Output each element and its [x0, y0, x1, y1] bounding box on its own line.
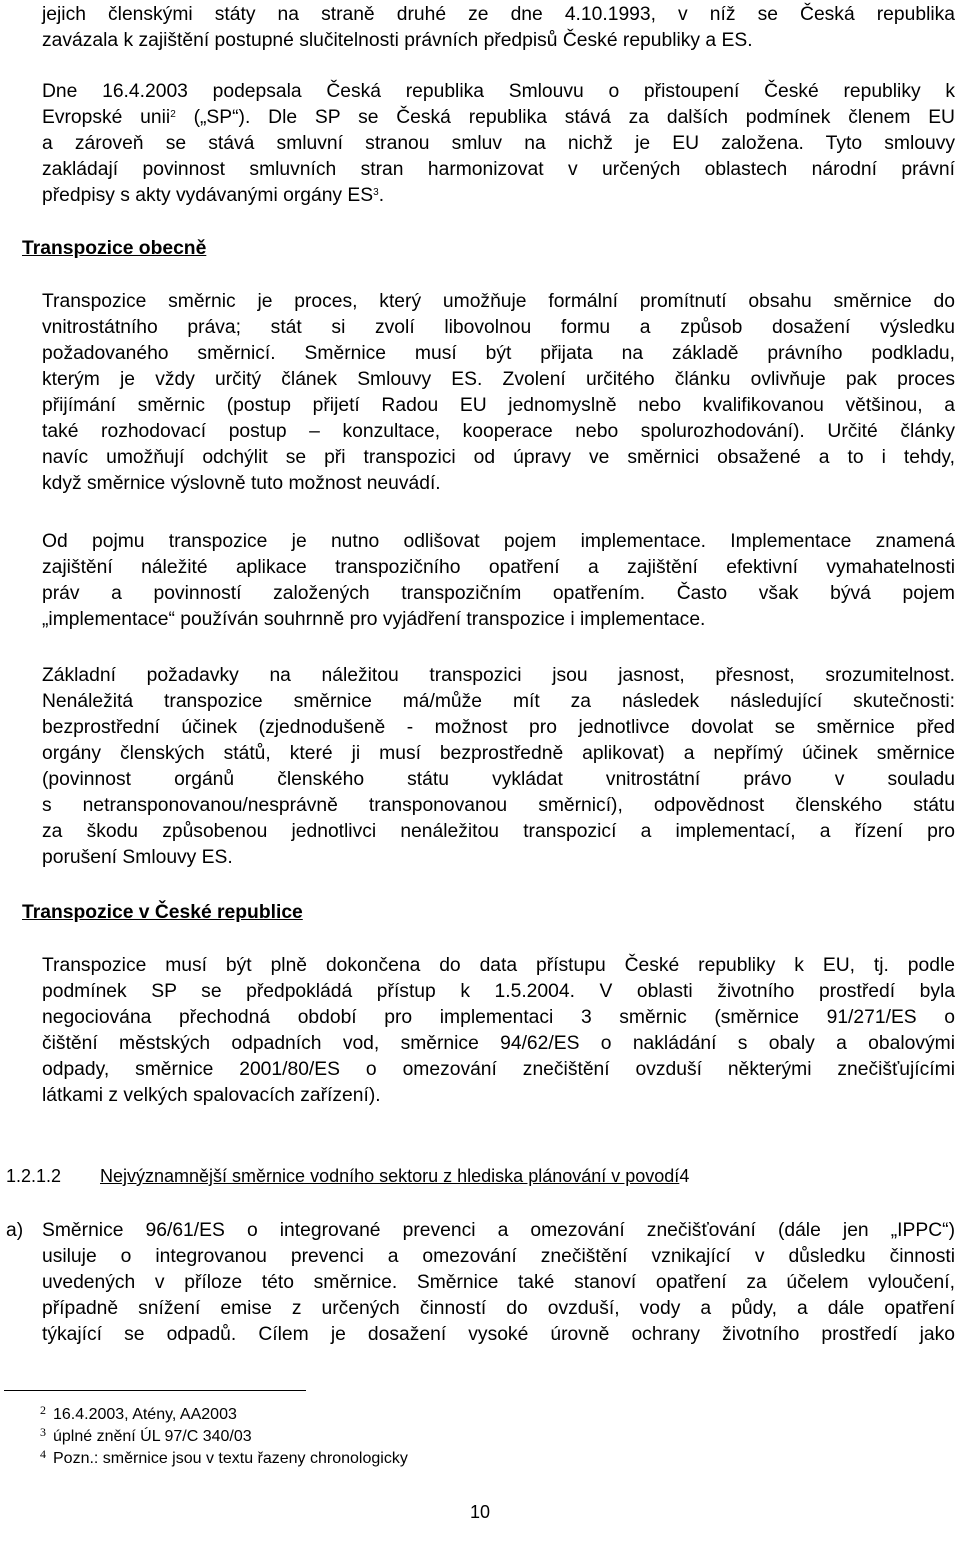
- footnote-number: 2: [40, 1403, 46, 1417]
- body-text-line: bezprostřední účinek (zjednodušeně - možnost pro jednotlivce dovolat se směrnice před: [42, 717, 955, 738]
- body-text-line: uvedených v příloze této směrnice. Směrnice také stanoví opatření za účelem vyloučení,: [42, 1272, 955, 1293]
- footnote-ref: 3: [373, 187, 379, 198]
- footnote-ref: 2: [170, 109, 176, 120]
- body-text-line: orgány členských států, které ji musí bezprostředně aplikovat) a nepřímý účinek směrnice: [42, 743, 955, 764]
- footnote-number: 3: [40, 1425, 46, 1439]
- footnote-text: 16.4.2003, Atény, AA2003: [53, 1406, 237, 1423]
- body-text-line: navíc umožňují odchýlit se při transpozici od úpravy ve směrnici obsažené a to i tehdy,: [42, 447, 955, 468]
- body-text-line: podmínek SP se předpokládá přístup k 1.5.2004. V oblasti životního prostředí byla: [42, 981, 955, 1002]
- body-text-line: (povinnost orgánů členského státu vykládat vnitrostátní právo v souladu: [42, 769, 955, 790]
- text-span: Evropské unii: [42, 107, 171, 128]
- text-span: .: [378, 185, 385, 206]
- footnote-text: úplné znění ÚL 97/C 340/03: [53, 1428, 252, 1445]
- body-text-line: práv a povinností založených transpozičním opatřením. Často však bývá pojem: [42, 583, 955, 604]
- body-text-line: Transpozice musí být plně dokončena do data přístupu České republiky k EU, tj. podle: [42, 955, 955, 976]
- body-text-line: Transpozice směrnic je proces, který umožňuje formální promítnutí obsahu směrnice do: [42, 291, 955, 312]
- body-text-line: [42, 106, 955, 130]
- body-text-line: „implementace“ používán souhrnně pro vyjádření transpozice i implementace.: [42, 609, 706, 630]
- body-text-line: odpady, směrnice 2001/80/ES o omezování znečištění ovzduší některými znečišťujícími: [42, 1059, 955, 1080]
- list-item-label: a): [6, 1220, 24, 1241]
- body-text-line: zakládají povinnost smluvních stran harmonizovat v určených oblastech národní právní: [42, 159, 955, 180]
- body-text-line: za škodu způsobenou jednotlivci nenáležitou transpozicí a implementací, a řízení pro: [42, 821, 955, 842]
- body-text-line: látkami z velkých spalovacích zařízení).: [42, 1085, 381, 1106]
- body-text-line: a zároveň se stává smluvní stranou smluv na nichž je EU založena. Tyto smlouvy: [42, 133, 955, 154]
- body-text-line: Od pojmu transpozice je nutno odlišovat pojem implementace. Implementace znamená: [42, 531, 955, 552]
- body-text-line: Nenáležitá transpozice směrnice má/může mít za následek následující skutečnosti:: [42, 691, 955, 712]
- body-text-line: usiluje o integrovanou prevenci a omezování znečištění vznikající v důsledku činnosti: [42, 1246, 955, 1267]
- body-text-line: negociována přechodná období pro implementaci 3 směrnic (směrnice 91/271/ES o: [42, 1007, 955, 1028]
- page-number: 10: [469, 1502, 491, 1522]
- body-text-line: zavázala k zajištění postupné slučitelnosti právních předpisů České republiky a ES.: [42, 30, 753, 51]
- body-text-line: případně snížení emise z určených činností do ovzduší, vody a půdy, a dále opatření: [42, 1298, 955, 1319]
- body-text-line: s netransponovanou/nesprávně transponovanou směrnicí), odpovědnost členského státu: [42, 795, 955, 816]
- body-text-line: když směrnice výslovně tuto možnost neuvádí.: [42, 473, 441, 494]
- body-text-line: porušení Smlouvy ES.: [42, 847, 233, 868]
- footnote-ref: 4: [679, 1166, 690, 1186]
- body-text-line: Směrnice 96/61/ES o integrované prevenci a omezování znečišťování (dále jen „IPPC“): [42, 1220, 955, 1241]
- footnote-separator: [4, 1390, 306, 1391]
- body-text-line: jejich členskými státy na straně druhé ze dne 4.10.1993, v níž se Česká republika: [42, 4, 955, 25]
- body-text-line: týkající se odpadů. Cílem je dosažení vysoké úrovně ochrany životního prostředí jako: [42, 1324, 955, 1345]
- body-text-line: [42, 184, 384, 208]
- footnote-number: 4: [40, 1447, 46, 1461]
- section-number: 1.2.1.2: [6, 1166, 62, 1186]
- body-text-line: přijímání směrnic (postup přijetí Radou EU jednomyslně nebo kvalifikovanou většinou, a: [42, 395, 955, 416]
- text-span: předpisy s akty vydávanými orgány ES: [42, 185, 374, 206]
- body-text-line: také rozhodovací postup – konzultace, kooperace nebo spolurozhodování). Určité články: [42, 421, 955, 442]
- section-heading: Transpozice obecně: [22, 238, 207, 259]
- body-text-line: vnitrostátního práva; stát si zvolí libovolnou formu a způsob dosažení výsledku: [42, 317, 955, 338]
- subsection-heading: [100, 1164, 689, 1188]
- body-text-line: kterým je vždy určitý článek Smlouvy ES. Zvolení určitého článku ovlivňuje pak proces: [42, 369, 955, 390]
- body-text-line: Dne 16.4.2003 podepsala Česká republika Smlouvu o přistoupení České republiky k: [42, 81, 955, 102]
- subsection-heading-text: Nejvýznamnější směrnice vodního sektoru z hlediska plánování v povodí: [100, 1166, 680, 1186]
- body-text-line: čištění městských odpadních vod, směrnice 94/62/ES o nakládání s obaly a obalovými: [42, 1033, 955, 1054]
- section-heading: Transpozice v České republice: [22, 902, 303, 923]
- footnote-text: Pozn.: směrnice jsou v textu řazeny chronologicky: [53, 1450, 408, 1467]
- text-span: („SP“). Dle SP se Česká republika stává za dalších podmínek členem EU: [175, 107, 955, 128]
- body-text-line: zajištění náležité aplikace transpozičního opatření a zajištění efektivní vymahatelnosti: [42, 557, 955, 578]
- body-text-line: Základní požadavky na náležitou transpozici jsou jasnost, přesnost, srozumitelnost.: [42, 665, 955, 686]
- body-text-line: požadovaného směrnicí. Směrnice musí být přijata na základě právního podkladu,: [42, 343, 955, 364]
